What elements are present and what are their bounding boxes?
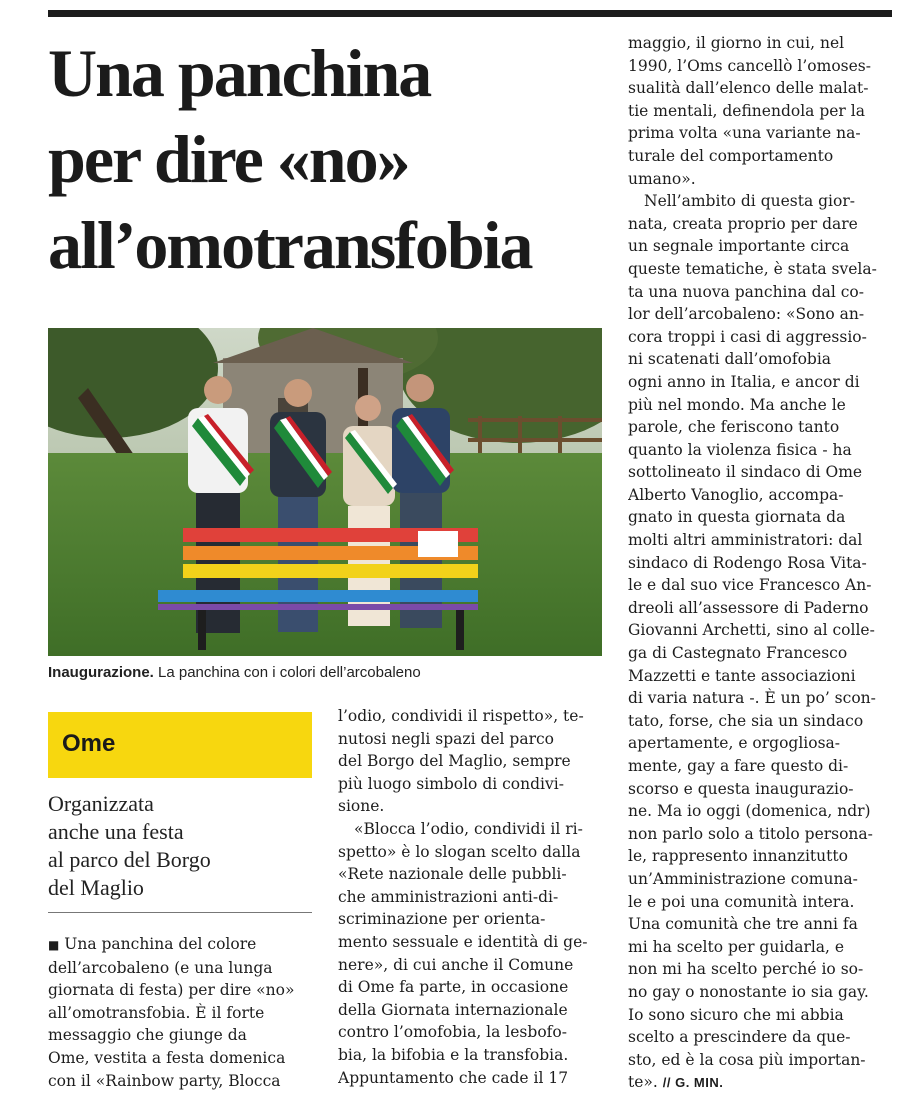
headline-line: Una panchina	[48, 35, 431, 111]
text-line: te». // G. MIN.	[628, 1073, 724, 1092]
text-line: scorso e questa inaugurazio-	[628, 779, 854, 798]
headline	[48, 30, 608, 288]
text-line: Io sono sicuro che mi abbia	[628, 1005, 844, 1024]
text-line: ta una nuova panchina dal co-	[628, 282, 864, 301]
text-line: sto, ed è la cosa più importan-	[628, 1050, 866, 1069]
article-photo	[48, 328, 602, 656]
text-line: sualità dall’elenco delle malat-	[628, 79, 869, 98]
text-line: umano».	[628, 169, 696, 188]
text-line: Appuntamento che cade il 17	[338, 1068, 569, 1087]
text-line: del Borgo del Maglio, sempre	[338, 752, 571, 771]
text-line: ga di Castegnato Francesco	[628, 644, 848, 663]
text-line: maggio, il giorno in cui, nel	[628, 34, 845, 52]
text-line: le e poi una comunità intera.	[628, 892, 855, 911]
subheadline-line: al parco del Borgo	[48, 847, 211, 872]
text-line: Nell’ambito di questa gior-	[644, 192, 855, 211]
article-column-2	[338, 705, 602, 1089]
text-line: nutosi negli spazi del parco	[338, 729, 555, 748]
text-line: giornata di festa) per dire «no»	[48, 981, 295, 1000]
text-line: Ome, vestita a festa domenica	[48, 1048, 286, 1067]
text-line: ■ Una panchina del colore	[48, 935, 257, 953]
author-signature: // G. MIN.	[662, 1075, 724, 1091]
text-line: ni scatenati dall’omofobia	[628, 350, 832, 369]
text-line: della Giornata internazionale	[338, 1000, 568, 1019]
subheadline-line: Organizzata	[48, 791, 154, 816]
headline-line: all’omotransfobia	[48, 207, 532, 283]
text-line: mi ha scelto per guidarla, e	[628, 937, 845, 956]
text-line: messaggio che giunge da	[48, 1026, 247, 1045]
text-line: molti altri amministratori: dal	[628, 531, 863, 550]
text-line: le, rappresento innanzitutto	[628, 847, 848, 866]
text-line: apertamente, e orgogliosa-	[628, 734, 841, 753]
text-line: le e dal suo vice Francesco An-	[628, 576, 872, 595]
text-line: scriminazione per orienta-	[338, 910, 546, 929]
location-tag-label: Ome	[62, 730, 116, 757]
text-line: Mazzetti e tante associazioni	[628, 666, 856, 685]
text-line: Alberto Vanoglio, accompa-	[628, 485, 844, 504]
caption-text: La panchina con i colori dell’arcobaleno	[153, 664, 421, 681]
text-line: con il «Rainbow party, Blocca	[48, 1071, 281, 1090]
text-line: più luogo simbolo di condivi-	[338, 774, 564, 793]
text-line: di varia natura -. È un po’ scon-	[628, 689, 876, 708]
text-line: 1990, l’Oms cancellò l’omoses-	[628, 56, 871, 75]
text-line: ne. Ma io oggi (domenica, ndr)	[628, 802, 871, 821]
text-line: turale del comportamento	[628, 146, 834, 165]
text-line: di Ome fa parte, in occasione	[338, 978, 569, 997]
text-line: dreoli all’assessore di Paderno	[628, 598, 869, 617]
text-line: «Rete nazionale delle pubbli-	[338, 865, 567, 884]
text-line: contro l’omofobia, la lesbofo-	[338, 1023, 567, 1042]
photo-caption	[48, 664, 602, 681]
text-line: mento sessuale e identità di ge-	[338, 932, 588, 951]
article-column-3	[628, 32, 892, 1095]
text-line: gnato in questa giornata da	[628, 508, 846, 527]
text-line: bia, la bifobia e la transfobia.	[338, 1045, 569, 1064]
subheadline-line: anche una festa	[48, 819, 184, 844]
text-line: sione.	[338, 797, 385, 816]
top-rule	[48, 10, 892, 17]
text-line: l’odio, condividi il rispetto», te-	[338, 707, 584, 725]
text-line: sottolineato il sindaco di Ome	[628, 463, 863, 482]
text-line: un’Amministrazione comuna-	[628, 869, 858, 888]
text-line: all’omotransfobia. È il forte	[48, 1003, 265, 1022]
text-line: prima volta «una variante na-	[628, 124, 861, 143]
caption-label: Inaugurazione.	[48, 664, 154, 681]
text-line: dell’arcobaleno (e una lunga	[48, 958, 273, 977]
text-line: parole, che feriscono tanto	[628, 418, 840, 437]
text-line: cora troppi i casi di aggressio-	[628, 327, 867, 346]
text-line: non mi ha scelto perché io so-	[628, 960, 864, 979]
text-line: non parlo solo a titolo persona-	[628, 824, 873, 843]
text-line: un segnale importante circa	[628, 237, 850, 256]
bullet-square-icon: ■	[48, 938, 60, 952]
article-column-1	[48, 933, 312, 1092]
text-line: tato, forse, che sia un sindaco	[628, 711, 864, 730]
text-line: tie mentali, definendola per la	[628, 101, 865, 120]
text-line: ogni anno in Italia, e ancor di	[628, 372, 860, 391]
text-line: lor dell’arcobaleno: «Sono an-	[628, 305, 865, 324]
text-line: nere», di cui anche il Comune	[338, 955, 574, 974]
headline-line: per dire «no»	[48, 121, 409, 197]
text-line: sindaco di Rodengo Rosa Vita-	[628, 553, 867, 572]
subheadline	[48, 790, 312, 902]
text-line: nata, creata proprio per dare	[628, 214, 858, 233]
text-line: «Blocca l’odio, condividi il ri-	[354, 819, 583, 838]
text-line: scelto a prescindere da que-	[628, 1028, 851, 1047]
text-line: che amministrazioni anti-di-	[338, 887, 559, 906]
text-line: quanto la violenza fisica - ha	[628, 440, 852, 459]
subheadline-line: del Maglio	[48, 875, 144, 900]
subhead-divider	[48, 912, 312, 913]
photo-icon	[48, 328, 602, 656]
text-line: queste tematiche, è stata svela-	[628, 259, 877, 278]
text-line: mente, gay a fare questo di-	[628, 757, 849, 775]
text-line: spetto» è lo slogan scelto dalla	[338, 842, 581, 861]
text-line: Una comunità che tre anni fa	[628, 915, 858, 934]
location-tag	[48, 712, 312, 778]
text-line: più nel mondo. Ma anche le	[628, 395, 846, 414]
text-line: no gay o nonostante io sia gay.	[628, 982, 869, 1001]
text-line: Giovanni Archetti, sino al colle-	[628, 621, 875, 640]
